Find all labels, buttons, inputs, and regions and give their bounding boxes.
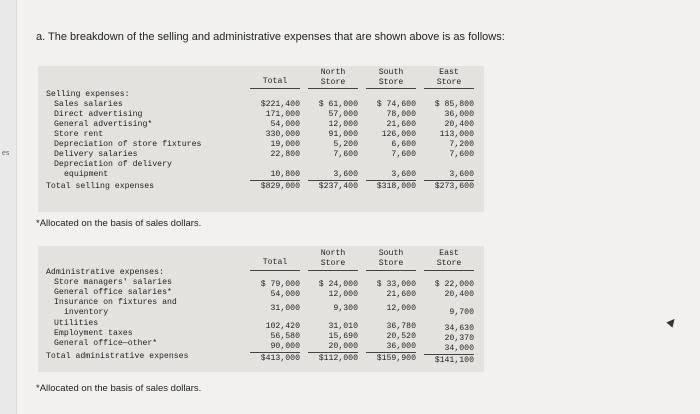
cell-total: $141,100 <box>434 356 474 365</box>
row-label-delivery-salaries: Delivery salaries <box>54 150 138 159</box>
cell-total: $159,900 <box>376 354 416 363</box>
footnote-selling: *Allocated on the basis of sales dollars. <box>36 218 202 229</box>
question-heading: a. The breakdown of the selling and administrative expenses that are shown above is as follows: <box>36 31 505 43</box>
header-north: North Store <box>320 249 346 268</box>
section-label: Selling expenses: <box>46 90 130 99</box>
cell: 20,000 <box>328 342 358 351</box>
cell: 20,520 <box>386 332 416 341</box>
header-rule-east <box>424 88 474 89</box>
cell: $ 24,000 <box>318 280 358 289</box>
header-rule-east <box>424 270 474 271</box>
total-rule <box>424 354 474 355</box>
cell: $ 85,800 <box>434 100 474 109</box>
cell: 3,600 <box>391 170 416 179</box>
header-east: East Store <box>436 68 462 87</box>
cell: 91,000 <box>328 130 358 139</box>
cell: 6,600 <box>391 140 416 149</box>
cell: 56,580 <box>270 332 300 341</box>
cell: 102,420 <box>265 322 300 331</box>
cell: 10,800 <box>270 170 300 179</box>
total-rule <box>250 352 300 353</box>
cell: 20,370 <box>444 334 474 343</box>
cell: $221,400 <box>260 100 300 109</box>
row-label-utilities: Utilities <box>54 319 99 328</box>
row-label-store-rent: Store rent <box>54 130 104 139</box>
cell: 12,000 <box>328 120 358 129</box>
cell: 20,400 <box>444 120 474 129</box>
total-rule <box>308 352 358 353</box>
cell: $ 74,600 <box>376 100 416 109</box>
cell: 90,000 <box>270 342 300 351</box>
row-label-total-administrative: Total administrative expenses <box>46 352 189 361</box>
cell: 36,000 <box>444 110 474 119</box>
cell-total: $829,000 <box>260 182 300 191</box>
row-label-general-office-salaries: General office salaries* <box>54 288 172 297</box>
row-label-direct-advertising: Direct advertising <box>54 110 143 119</box>
selling-expenses-table <box>38 66 484 212</box>
section-label: Administrative expenses: <box>46 268 164 277</box>
cell-total: $318,000 <box>376 182 416 191</box>
cell: 22,800 <box>270 150 300 159</box>
cell: 36,000 <box>386 342 416 351</box>
cell: 3,600 <box>449 170 474 179</box>
header-south: South Store <box>378 249 404 268</box>
cell: $ 22,000 <box>434 280 474 289</box>
cell: 9,300 <box>333 304 358 313</box>
cell: 330,000 <box>265 130 300 139</box>
cell-total: $237,400 <box>318 182 358 191</box>
cell: 113,000 <box>439 130 474 139</box>
row-label-employment-taxes: Employment taxes <box>54 329 133 338</box>
cell: 9,700 <box>449 308 474 317</box>
cell: 36,780 <box>386 322 416 331</box>
header-rule-south <box>366 88 416 89</box>
cell-total: $273,600 <box>434 182 474 191</box>
cell: 21,600 <box>386 290 416 299</box>
header-rule-total <box>250 270 300 271</box>
cell: 7,600 <box>333 150 358 159</box>
cell: $ 33,000 <box>376 280 416 289</box>
cell: 7,200 <box>449 140 474 149</box>
header-south: South Store <box>378 68 404 87</box>
cell: 12,000 <box>328 290 358 299</box>
side-tab-label[interactable]: es <box>2 150 10 157</box>
administrative-expenses-table <box>38 246 484 372</box>
total-rule <box>366 180 416 181</box>
cell: 54,000 <box>270 120 300 129</box>
header-rule-north <box>308 88 358 89</box>
cell: 34,630 <box>444 324 474 333</box>
row-label-general-office-other: General office—other* <box>54 339 158 348</box>
cell-total: $413,000 <box>260 354 300 363</box>
total-rule <box>250 180 300 181</box>
row-label-store-managers: Store managers' salaries <box>54 278 172 287</box>
total-rule <box>308 180 358 181</box>
header-rule-north <box>308 270 358 271</box>
header-total: Total <box>262 258 288 267</box>
header-north: North Store <box>320 68 346 87</box>
cell: 171,000 <box>265 110 300 119</box>
cell: 31,000 <box>270 304 300 313</box>
row-label-total-selling: Total selling expenses <box>46 182 155 191</box>
cell: 31,010 <box>328 322 358 331</box>
row-label-insurance: Insurance on fixtures and <box>54 298 177 307</box>
row-label-sales-salaries: Sales salaries <box>54 100 123 109</box>
header-rule-total <box>250 88 300 89</box>
row-label-depreciation-delivery: Depreciation of delivery <box>54 160 172 169</box>
row-label-inventory: inventory <box>64 308 109 317</box>
row-label-depreciation-fixtures: Depreciation of store fixtures <box>54 140 202 149</box>
row-label-general-advertising: General advertising* <box>54 120 153 129</box>
left-side-strip <box>0 0 17 414</box>
cell-total: $112,000 <box>318 354 358 363</box>
total-rule <box>366 352 416 353</box>
cell: 20,400 <box>444 290 474 299</box>
cell: 54,000 <box>270 290 300 299</box>
cell: 19,000 <box>270 140 300 149</box>
cell: $ 61,000 <box>318 100 358 109</box>
cell: 57,000 <box>328 110 358 119</box>
cell: 126,000 <box>381 130 416 139</box>
cell: 7,600 <box>391 150 416 159</box>
cell: 21,600 <box>386 120 416 129</box>
cell: 78,000 <box>386 110 416 119</box>
row-label-equipment: equipment <box>64 170 109 179</box>
cell: 15,690 <box>328 332 358 341</box>
total-rule <box>424 180 474 181</box>
header-east: East Store <box>436 249 462 268</box>
header-rule-south <box>366 270 416 271</box>
footnote-administrative: *Allocated on the basis of sales dollars. <box>36 383 202 394</box>
cell: 7,600 <box>449 150 474 159</box>
cell: $ 79,000 <box>260 280 300 289</box>
header-total: Total <box>262 77 288 86</box>
cell: 3,600 <box>333 170 358 179</box>
cell: 12,000 <box>386 304 416 313</box>
cell: 5,200 <box>333 140 358 149</box>
cell: 34,000 <box>444 344 474 353</box>
